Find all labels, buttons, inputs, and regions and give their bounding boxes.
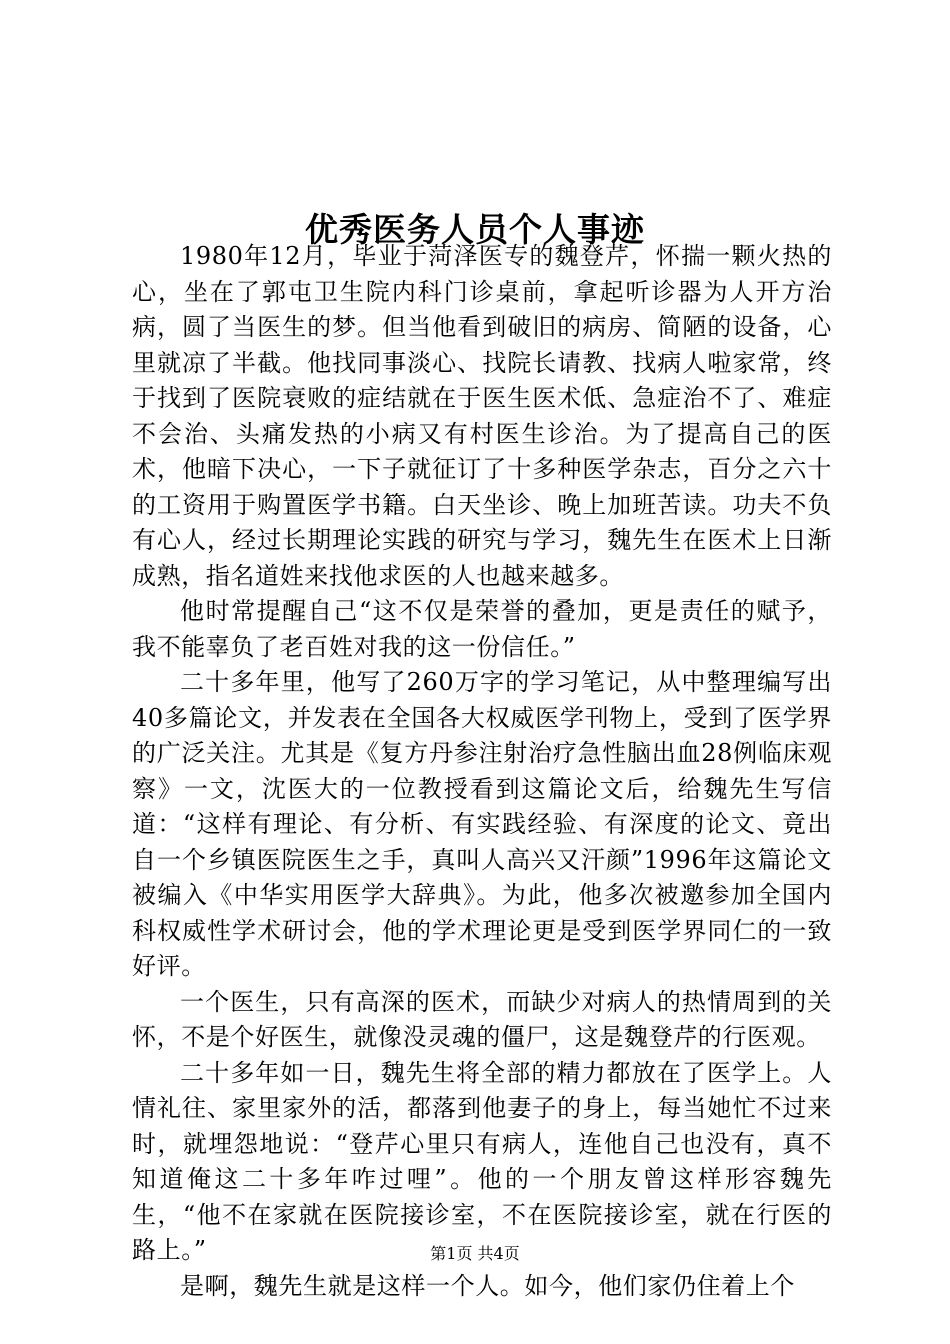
paragraph-4: 一个医生，只有高深的医术，而缺少对病人的热情周到的关怀，不是个好医生，就像没灵魂的僵尸，这是魏登芹的行医观。 [132, 987, 832, 1051]
paragraph-2: 他时常提醒自己“这不仅是荣誉的叠加，更是责任的赋予，我不能辜负了老百姓对我的这一份信任。” [132, 597, 832, 661]
paragraph-3: 二十多年里，他写了260万字的学习笔记，从中整理编写出40多篇论文，并发表在全国各大权威医学刊物上，受到了医学界的广泛关注。尤其是《复方丹参注射治疗急性脑出血28例临床观察》一文，沈医大的一位教授看到这篇论文后，给魏先生写信道：“这样有理论、有分析、有实践经验、有深度的论文、竟出自一个乡镇医院医生之手，真叫人高兴又汗颜”1996年这篇论文被编入《中华实用医学大辞典》。为此，他多次被邀参加全国内科权威性学术研讨会，他的学术理论更是受到医学界同仁的一致好评。 [132, 668, 832, 980]
paragraph-6: 是啊，魏先生就是这样一个人。如今，他们家仍住着上个 [180, 1271, 795, 1300]
paragraph-5: 二十多年如一日，魏先生将全部的精力都放在了医学上。人情礼往、家里家外的活，都落到他妻子的身上，每当她忙不过来时，就埋怨地说：“登芹心里只有病人，连他自己也没有，真不知道俺这二十多年咋过哩”。他的一个朋友曾这样形容魏先生，“他不在家就在医院接诊室，不在医院接诊室，就在行医的路上。” [132, 1058, 832, 1264]
paragraph-1: 1980年12月，毕业于菏泽医专的魏登芹，怀揣一颗火热的心，坐在了郭屯卫生院内科门诊桌前，拿起听诊器为人开方治病，圆了当医生的梦。但当他看到破旧的病房、简陋的设备，心里就凉了半截。他找同事淡心、找院长请教、找病人啦家常，终于找到了医院衰败的症结就在于医生医术低、急症治不了、难症不会治、头痛发热的小病又有村医生诊治。为了提高自己的医术，他暗下决心，一下子就征订了十多种医学杂志，百分之六十的工资用于购置医学书籍。白天坐诊、晚上加班苦读。功夫不负有心人，经过长期理论实践的研究与学习，魏先生在医术上日渐成熟，指名道姓来找他求医的人也越来越多。 [132, 242, 832, 590]
page-number-footer: 第1页 共4页 [430, 1244, 520, 1263]
document-body [132, 239, 832, 1304]
document-title: 优秀医务人员个人事迹 [305, 210, 645, 250]
